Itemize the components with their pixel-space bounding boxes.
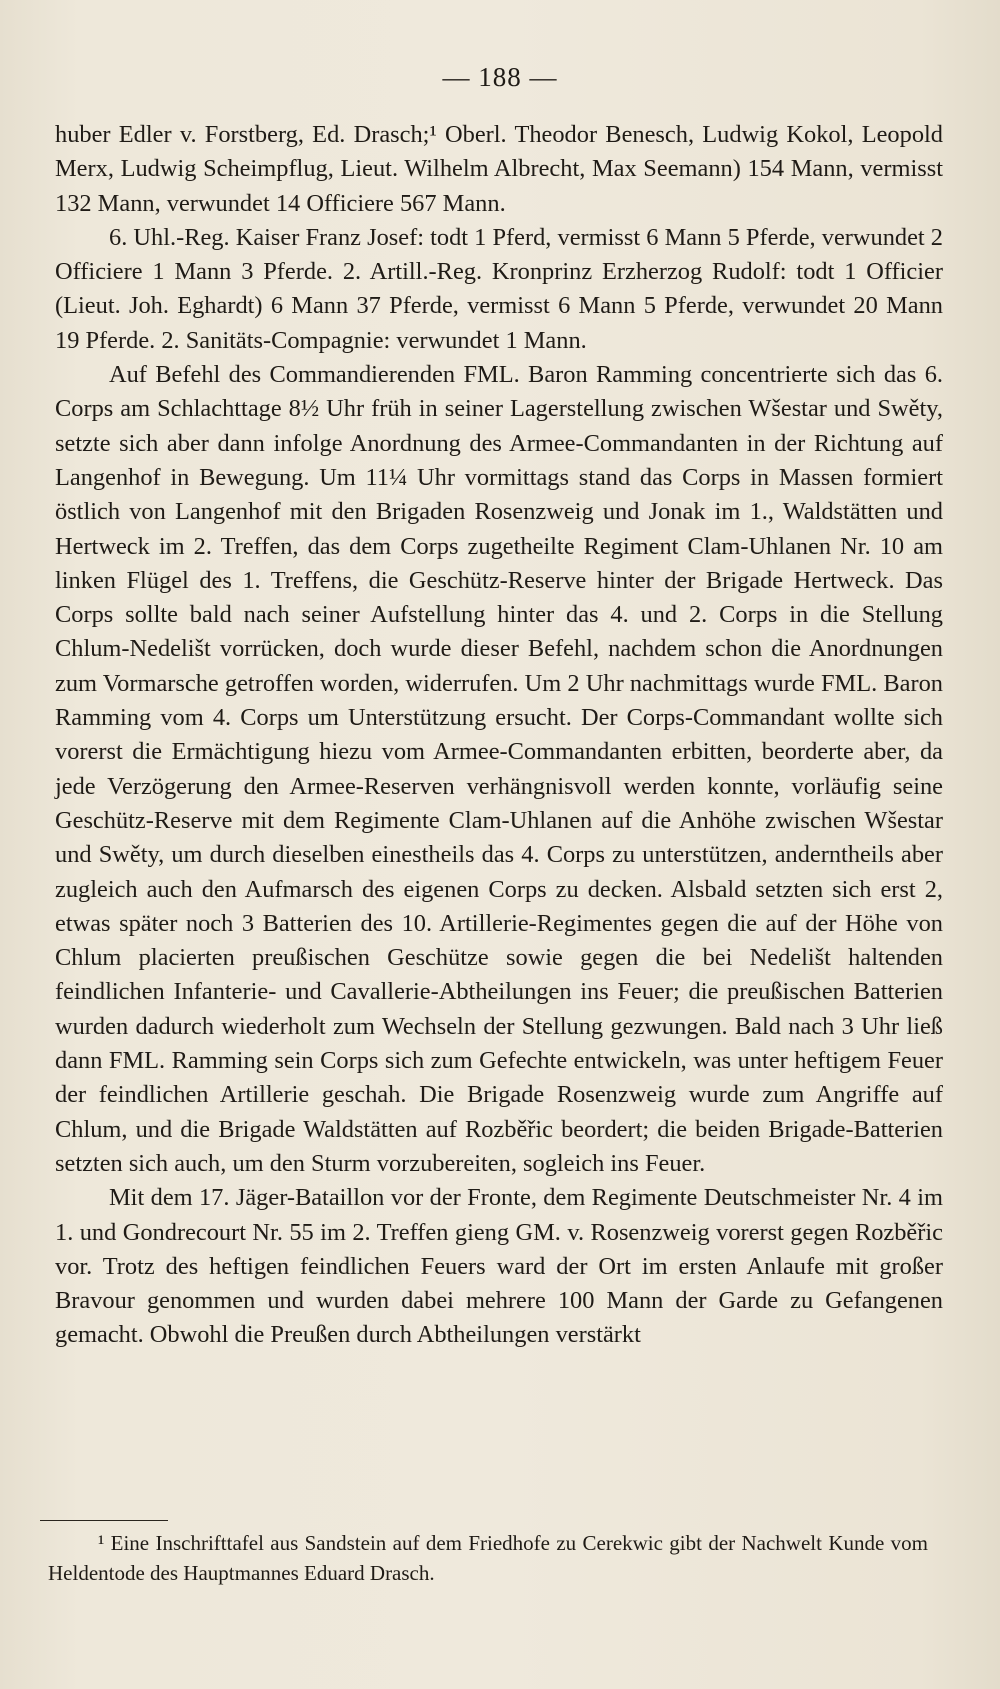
page-number: — 188 — [442,62,558,92]
paragraph-sixth-corps-advance: Auf Befehl des Commandierenden FML. Baron Ramming concentrierte sich das 6. Corps am Schlachttage 8½ Uhr früh in seiner Lagerstellung zwischen Wšestar und Swěty, setzte sich aber dann infolge Anordnung des Armee-Commandanten in der Richtung auf Langenhof in Bewegung. Um 11¼ Uhr vormittags stand das Corps in Massen formiert östlich von Langenhof mit den Brigaden Rosenzweig und Jonak im 1., Waldstätten und Hertweck im 2. Treffen, das dem Corps zugetheilte Regiment Clam-Uhlanen Nr. 10 am linken Flügel des 1. Treffens, die Geschütz-Reserve hinter der Brigade Hertweck. Das Corps sollte bald nach seiner Aufstellung hinter das 4. und 2. Corps in die Stellung Chlum-Nedelišt vorrücken, doch wurde dieser Befehl, nachdem schon die Anordnungen zum Vormarsche getroffen worden, widerrufen. Um 2 Uhr nachmittags wurde FML. Baron Ramming vom 4. Corps um Unterstützung ersucht. Der Corps-Commandant wollte sich vorerst die Ermächtigung hiezu vom Armee-Commandanten erbitten, beorderte aber, da jede Verzögerung den Armee-Reserven verhängnisvoll werden konnte, vorläufig seine Geschütz-Reserve mit dem Regimente Clam-Uhlanen auf die Anhöhe zwischen Wšestar und Swěty, um durch dieselben einestheils das 4. Corps zu unterstützen, anderntheils aber zugleich auch den Aufmarsch des eigenen Corps zu decken. Alsbald setzten sich erst 2, etwas später noch 3 Batterien des 10. Artillerie-Regimentes gegen die auf der Höhe von Chlum placierten preußischen Geschütze sowie gegen die bei Nedelišt haltenden feindlichen Infanterie- und Cavallerie-Abtheilungen ins Feuer; die preußischen Batterien wurden dadurch wiederholt zum Wechseln der Stellung gezwungen. Bald nach 3 Uhr ließ dann FML. Ramming sein Corps sich zum Gefechte entwickeln, was unter heftigem Feuer der feindlichen Artillerie geschah. Die Brigade Rosenzweig wurde zum Angriffe auf Chlum, und die Brigade Waldstätten auf Rozběřic beordert; die beiden Brigade-Batterien setzten sich auch, um den Sturm vorzubereiten, sogleich ins Feuer. [55,361,943,1177]
paragraph-casualty-list-end: huber Edler v. Forstberg, Ed. Drasch;¹ Oberl. Theodor Benesch, Ludwig Kokol, Leopold Merx, Ludwig Scheimpflug, Lieut. Wilhelm Albrecht, Max Seemann) 154 Mann, vermisst 132 Mann, verwundet 14 Officiere 567 Mann. [55,121,943,217]
footnote: ¹ Eine Inschrifttafel aus Sandstein auf dem Friedhofe zu Cerekwic gibt der Nachwelt Kunde vom Heldentode des Hauptmannes Eduard Drasch. [48,1531,928,1585]
body-text [55,118,943,1353]
paragraph-rosenzweig-attack: Mit dem 17. Jäger-Bataillon vor der Fronte, dem Regimente Deutschmeister Nr. 4 im 1. und Gondrecourt Nr. 55 im 2. Treffen gieng GM. v. Rosenzweig vorerst gegen Rozběřic vor. Trotz des heftigen feindlichen Feuers ward der Ort im ersten Anlaufe mit großer Bravour genommen und wurden dabei mehrere 100 Mann der Garde zu Gefangenen gemacht. Obwohl die Preußen durch Abtheilungen verstärkt [55,1184,943,1349]
footnote-divider [40,1520,168,1521]
paragraph-cavalry-artillery-losses: 6. Uhl.-Reg. Kaiser Franz Josef: todt 1 Pferd, vermisst 6 Mann 5 Pferde, verwundet 2 Officiere 1 Mann 3 Pferde. 2. Artill.-Reg. Kronprinz Erzherzog Rudolf: todt 1 Officier (Lieut. Joh. Eghardt) 6 Mann 37 Pferde, vermisst 6 Mann 5 Pferde, verwundet 20 Mann 19 Pferde. 2. Sanitäts-Compagnie: verwundet 1 Mann. [55,223,943,354]
